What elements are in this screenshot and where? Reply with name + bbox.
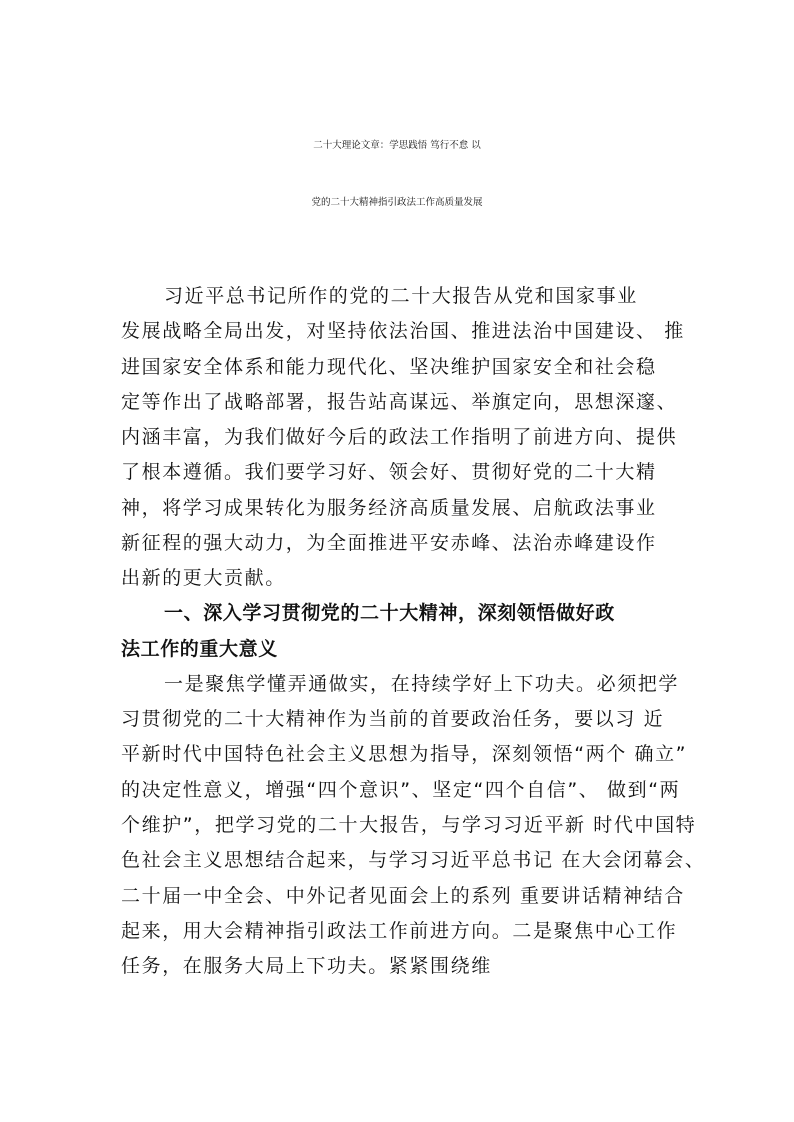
paragraph-line: 起来，用大会精神指引政法工作前进方向。二是聚焦中心工作 [121,920,678,942]
paragraph-line: 平新时代中国特色社会主义思想为指导，深刻领悟“两个 确立” [121,743,688,765]
paragraph-line: 色社会主义思想结合起来，与学习习近平总书记 在大会闭幕会、 [121,849,706,871]
heading-line: 一、深入学习贯彻党的二十大精神，深刻领悟做好政 [164,602,615,624]
paragraph-line: 发展战略全局出发，对坚持依法治国、推进法治中国建设、 推 [121,320,685,342]
paragraph-line: 一是聚焦学懂弄通做实，在持续学好上下功夫。必须把学 [164,673,680,695]
paragraph-line: 出新的更大贡献。 [121,567,286,589]
paragraph-line: 神，将学习成果转化为服务经济高质量发展、启航政法事业 [121,497,657,519]
heading-line: 法工作的重大意义 [121,638,278,660]
title-line-1: 二十大理论文章：学思践悟 笃行不怠 以 [313,140,481,151]
title-line-2: 党的二十大精神指引政法工作高质量发展 [311,197,483,208]
paragraph-line: 个维护”，把学习党的二十大报告，与学习习近平新 时代中国特 [121,814,697,836]
paragraph-line: 定等作出了战略部署，报告站高谋远、举旗定向，思想深邃、 [121,391,678,413]
paragraph-line: 了根本遵循。我们要学习好、领会好、贯彻好党的二十大精 [121,461,657,483]
paragraph-line: 进国家安全体系和能力现代化、坚决维护国家安全和社会稳 [121,356,657,378]
paragraph-line: 的决定性意义，增强“四个意识”、坚定“四个自信”、 做到“两 [121,779,681,801]
paragraph-line: 内涵丰富，为我们做好今后的政法工作指明了前进方向、提供 [121,426,678,448]
paragraph-line: 习近平总书记所作的党的二十大报告从党和国家事业 [164,285,638,307]
paragraph-line: 习贯彻党的二十大精神作为当前的首要政治任务，要以习 近 [121,708,665,730]
paragraph-line: 新征程的强大动力，为全面推进平安赤峰、法治赤峰建设作 [121,532,657,554]
paragraph-line: 任务，在服务大局上下功夫。紧紧围绕维 [121,955,492,977]
paragraph-line: 二十届一中全会、中外记者见面会上的系列 重要讲话精神结合 [121,885,685,907]
